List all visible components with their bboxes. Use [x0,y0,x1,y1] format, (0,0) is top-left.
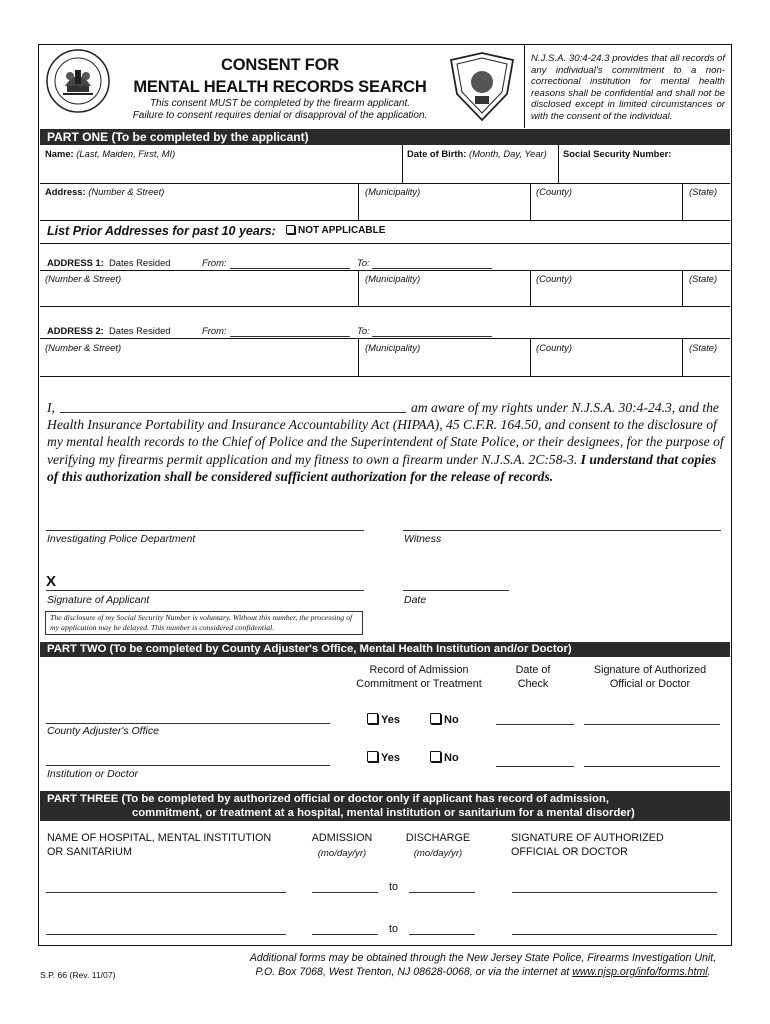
not-applicable-label: NOT APPLICABLE [298,225,386,236]
discharge-format: (mo/day/yr) [413,848,463,859]
footer-line2: P.O. Box 7068, West Trenton, NJ 08628-0068, or via the internet at [255,966,573,978]
consent-line4-group [47,451,727,468]
institution-no-checkbox[interactable] [430,751,459,764]
admission-label: ADMISSION [311,832,373,844]
checkbox-icon [430,751,441,762]
address2-from-label: From: [202,325,227,336]
address2-label: ADDRESS 2: [47,325,104,336]
dob-field[interactable] [404,158,556,182]
checkbox-icon [367,713,378,724]
divider [402,145,403,183]
address-hint: (Number & Street) [88,186,165,197]
date-label: Date [404,594,427,606]
investigating-dept-label: Investigating Police Department [47,533,196,545]
applicant-name-field[interactable] [60,412,406,413]
ssn-label: Social Security Number: [563,148,672,159]
part-three-heading-line2: commitment, or treatment at a hospital, mental institution or sanitarium for a mental disorder) [132,807,635,819]
admission-field-1[interactable] [312,892,378,893]
consent-line1 [47,399,727,416]
subtitle-line1: This consent MUST be completed by the firearm applicant. [149,98,411,109]
date-check-line1: Date of [515,664,551,676]
divider [682,338,683,376]
dob-label: Date of Birth: [407,148,467,159]
address1-street-label: (Number & Street) [45,273,122,284]
hospital-field-2[interactable] [46,934,286,935]
discharge-field-1[interactable] [409,892,475,893]
address1-label-group [47,257,171,268]
subtitle-line2: Failure to consent requires denial or disapproval of the application. [132,110,428,121]
part-two-heading: PART TWO (To be completed by County Adjuster's Office, Mental Health Institution and/or Doctor) [40,642,730,657]
to-label-2: to [389,923,399,935]
address1-state-label: (State) [689,273,718,284]
divider [530,338,531,376]
hospital-field-1[interactable] [46,892,286,893]
county-adjuster-label: County Adjuster's Office [47,725,159,737]
form-id: S.P. 66 (Rev. 11/07) [40,970,116,980]
address1-county-label: (County) [536,273,572,284]
address2-to-label: To: [357,325,370,336]
address-state-label: (State) [689,186,718,197]
njsp-badge-logo [447,50,517,124]
signature-x-mark: X [46,573,57,590]
address2-county-label: (County) [536,342,572,353]
consent-line1-tail: am aware of my rights under N.J.S.A. 30:4-24.3, and the [411,400,719,415]
rule [40,243,730,244]
rule [40,376,730,377]
consent-line4: verifying my firearms permit application and my fitness to own a firearm under N.J.S.A. 2C:58-3. [47,451,578,467]
institution-signature-field[interactable] [584,766,720,767]
admission-header [302,831,382,861]
address1-to-field[interactable] [372,268,492,269]
county-yes-label: Yes [381,714,400,726]
divider [358,270,359,306]
admission-format: (mo/day/yr) [317,848,367,859]
address2-dates-resided: Dates Resided [109,325,171,336]
date-check-line2: Check [517,678,549,690]
consent-paragraph [47,399,727,485]
address2-state-label: (State) [689,342,718,353]
address1-to-label: To: [357,257,370,268]
institution-yes-label: Yes [381,752,400,764]
date-field[interactable] [403,590,509,591]
divider [358,338,359,376]
divider [558,145,559,183]
record-header-line1: Record of Admission [369,664,469,676]
address2-street-field[interactable] [40,353,356,375]
name-label: Name: [45,148,74,159]
county-signature-field[interactable] [584,724,720,725]
address1-from-field[interactable] [230,268,350,269]
header-divider [524,44,525,128]
address1-street-field[interactable] [40,284,356,305]
discharge-field-2[interactable] [409,934,475,935]
hospital-header-line1: NAME OF HOSPITAL, MENTAL INSTITUTION [47,832,272,844]
institution-field[interactable] [46,765,330,766]
address2-to-field[interactable] [372,336,492,337]
address-field[interactable] [40,196,356,219]
rule [40,220,730,221]
witness-label: Witness [404,533,442,545]
address2-label-group [47,325,171,336]
divider [530,183,531,220]
rule [40,183,730,184]
signature-applicant-label: Signature of Applicant [47,594,150,606]
consent-i: I, [47,400,55,415]
official-signature-field-1[interactable] [512,892,717,893]
address-municipality-label: (Municipality) [365,186,421,197]
address2-from-field[interactable] [230,336,350,337]
county-date-field[interactable] [496,724,574,725]
date-check-header [498,663,568,691]
form-title-line1: CONSENT FOR [221,56,339,74]
address1-dates-resided: Dates Resided [109,257,171,268]
record-header [347,663,491,691]
address1-from-label: From: [202,257,227,268]
name-field[interactable] [40,158,400,182]
address2-street-label: (Number & Street) [45,342,122,353]
not-applicable-checkbox[interactable] [286,225,385,236]
state-seal-logo [45,48,111,114]
footer-line2-group [236,965,730,979]
footer-line1: Additional forms may be obtained through the New Jersey State Police, Firearms Investigation Unit, [249,952,717,964]
to-label-1: to [389,881,399,893]
divider [358,183,359,220]
divider [682,183,683,220]
institution-label: Institution or Doctor [47,768,139,780]
institution-no-label: No [444,752,459,764]
sig-official-line1: SIGNATURE OF AUTHORIZED [511,832,664,844]
signature-official-header [511,831,664,859]
name-hint: (Last, Maiden, First, MI) [76,148,176,159]
address-county-label: (County) [536,186,572,197]
discharge-label: DISCHARGE [405,832,471,844]
consent-line4-bold: I understand that copies [580,451,717,467]
form-title-line2: MENTAL HEALTH RECORDS SEARCH [133,78,427,96]
sig-auth-line1: Signature of Authorized [593,664,707,676]
witness-field[interactable] [403,530,721,531]
address2-municipality-label: (Municipality) [365,342,421,353]
investigating-dept-field[interactable] [46,530,364,531]
county-no-checkbox[interactable] [430,713,459,726]
admission-field-2[interactable] [312,934,378,935]
checkbox-icon [367,751,378,762]
consent-line3: my mental health records to the Chief of Police and the Superintendent of State Police, or their designees, for the purpose of [47,434,724,450]
record-header-line2: Commitment or Treatment [356,678,482,690]
county-yes-checkbox[interactable] [367,713,400,726]
institution-yes-checkbox[interactable] [367,751,400,764]
hospital-header-line2: OR SANITARIUM [47,846,132,858]
dob-hint: (Month, Day, Year) [468,148,547,159]
applicant-signature-field[interactable] [46,590,364,591]
checkbox-icon [286,225,295,234]
footer-text [236,951,730,979]
rule [40,306,730,307]
address-label: Address: [45,186,86,197]
signature-authorized-header [580,663,720,691]
address1-label: ADDRESS 1: [47,257,104,268]
county-no-label: No [444,714,459,726]
rule [40,270,730,271]
part-one-heading: PART ONE (To be completed by the applicant) [40,129,730,145]
address1-municipality-label: (Municipality) [365,273,421,284]
hospital-header [47,831,271,859]
divider [682,270,683,306]
consent-line5: of this authorization shall be considered sufficient authorization for the release of records. [47,468,554,484]
footer-period: . [707,966,711,978]
forms-link[interactable]: www.njsp.org/info/forms.html [572,966,708,978]
official-signature-field-2[interactable] [512,934,717,935]
ssn-field[interactable] [560,158,730,182]
ssn-disclosure-box: The disclosure of my Social Security Number is voluntary. Without this number, the processing of my application may be delayed. This number is considered confidential. [45,611,363,635]
rule [40,338,730,339]
consent-line2: Health Insurance Portability and Insurance Accountability Act (HIPAA), 45 C.F.R. 164.50, and consent to the disclosure of [47,417,717,433]
institution-date-field[interactable] [496,766,574,767]
checkbox-icon [430,713,441,724]
sig-official-line2: OFFICIAL OR DOCTOR [511,846,628,858]
sig-auth-line2: Official or Doctor [609,678,691,690]
divider [530,270,531,306]
county-adjuster-field[interactable] [46,723,330,724]
part-three-heading-line1: PART THREE (To be completed by authorized official or doctor only if applicant has record of admission, [47,793,609,805]
discharge-header [398,831,478,861]
statute-note: N.J.S.A. 30:4-24.3 provides that all records of any individual's commitment to a non-correctional institution for mental health reasons shall be confidential and shall not be disclosed except in limited circumstances or with the consent of the individual. [531,53,725,122]
part-three-heading [40,791,730,821]
prior-addresses-label: List Prior Addresses for past 10 years: [47,224,276,238]
